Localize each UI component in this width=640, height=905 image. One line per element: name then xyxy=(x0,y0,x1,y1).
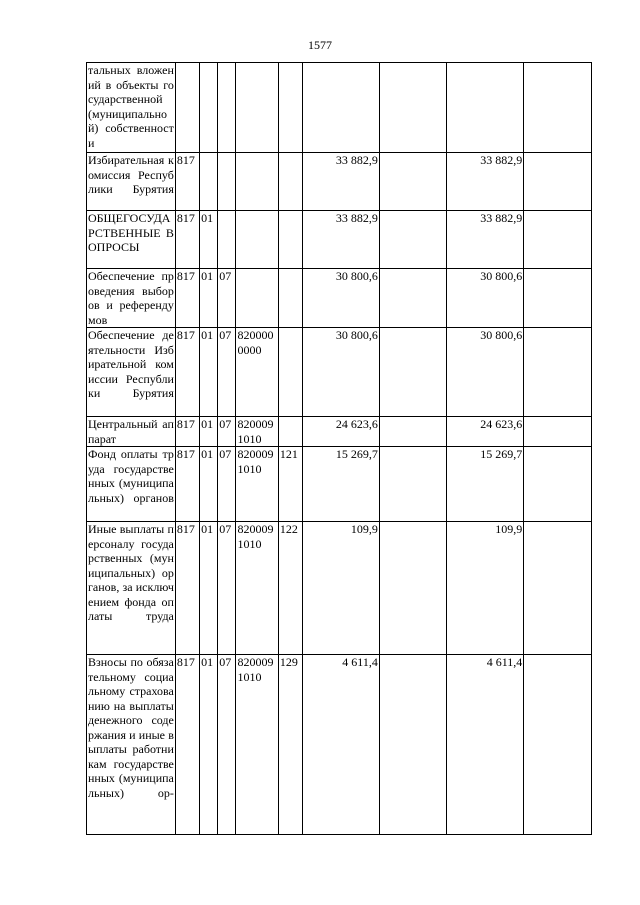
row-name: Взносы по обязательному социальному страхованию на выплаты денежного содержания и иные выплаты работникам государственных (муниципальных) ор- xyxy=(87,655,176,835)
amount-3: 4 611,4 xyxy=(446,655,524,835)
amount-1: 4 611,4 xyxy=(303,655,380,835)
expense-type-code xyxy=(278,63,302,153)
amount-4 xyxy=(524,63,592,153)
expense-type-code: 129 xyxy=(278,655,302,835)
gov-code: 817 xyxy=(175,211,199,269)
subsection-code: 07 xyxy=(218,417,236,447)
amount-2 xyxy=(379,447,446,522)
subsection-code: 07 xyxy=(218,522,236,655)
table-row xyxy=(87,655,592,835)
gov-code: 817 xyxy=(175,655,199,835)
subsection-code xyxy=(218,153,236,211)
page-number: 1577 xyxy=(308,38,332,52)
gov-code: 817 xyxy=(175,153,199,211)
expense-type-code xyxy=(278,417,302,447)
subsection-code: 07 xyxy=(218,328,236,417)
amount-1: 33 882,9 xyxy=(303,211,380,269)
row-name: Избирательная комиссия Республики Бурятия xyxy=(87,153,176,211)
target-code: 8200091010 xyxy=(236,417,278,447)
expense-type-code xyxy=(278,269,302,328)
target-code: 8200000000 xyxy=(236,328,278,417)
amount-4 xyxy=(524,211,592,269)
section-code: 01 xyxy=(200,269,218,328)
amount-4 xyxy=(524,153,592,211)
amount-2 xyxy=(379,269,446,328)
budget-table xyxy=(86,62,592,835)
section-code: 01 xyxy=(200,328,218,417)
amount-2 xyxy=(379,211,446,269)
section-code: 01 xyxy=(200,417,218,447)
amount-1: 109,9 xyxy=(303,522,380,655)
amount-3: 30 800,6 xyxy=(446,328,524,417)
section-code: 01 xyxy=(200,211,218,269)
amount-4 xyxy=(524,447,592,522)
row-name: Иные выплаты персоналу государственных (муниципальных) органов, за исключением фонда оплаты труда xyxy=(87,522,176,655)
expense-type-code xyxy=(278,153,302,211)
gov-code: 817 xyxy=(175,447,199,522)
gov-code: 817 xyxy=(175,417,199,447)
gov-code xyxy=(175,63,199,153)
amount-3: 30 800,6 xyxy=(446,269,524,328)
budget-table-body xyxy=(87,63,592,835)
target-code xyxy=(236,211,278,269)
amount-4 xyxy=(524,522,592,655)
row-name: Центральный аппарат xyxy=(88,417,174,446)
gov-code: 817 xyxy=(175,522,199,655)
section-code: 01 xyxy=(200,655,218,835)
amount-1: 30 800,6 xyxy=(303,269,380,328)
target-code: 8200091010 xyxy=(236,655,278,835)
table-row xyxy=(87,328,592,417)
amount-2 xyxy=(379,153,446,211)
gov-code: 817 xyxy=(175,328,199,417)
row-name: Обеспечение деятельности Избирательной комиссии Республики Бурятия xyxy=(87,328,176,417)
subsection-code xyxy=(218,211,236,269)
expense-type-code: 122 xyxy=(278,522,302,655)
table-row xyxy=(87,153,592,211)
section-code xyxy=(200,153,218,211)
amount-4 xyxy=(524,269,592,328)
amount-3: 15 269,7 xyxy=(446,447,524,522)
amount-1: 30 800,6 xyxy=(303,328,380,417)
table-row xyxy=(87,447,592,522)
row-name: Фонд оплаты труда государственных (муниципальных) органов xyxy=(87,447,176,522)
amount-3 xyxy=(446,63,524,153)
table-row xyxy=(87,522,592,655)
table-row xyxy=(87,417,592,447)
row-name: ОБЩЕГОСУДАРСТВЕННЫЕ ВОПРОСЫ xyxy=(87,211,176,269)
expense-type-code: 121 xyxy=(278,447,302,522)
subsection-code xyxy=(218,63,236,153)
gov-code: 817 xyxy=(175,269,199,328)
amount-2 xyxy=(379,655,446,835)
target-code xyxy=(236,153,278,211)
table-row xyxy=(87,63,592,153)
amount-3: 24 623,6 xyxy=(446,417,524,447)
subsection-code: 07 xyxy=(218,269,236,328)
amount-3: 109,9 xyxy=(446,522,524,655)
section-code xyxy=(200,63,218,153)
row-name: Обеспечение проведения выборов и референдумов xyxy=(88,269,174,327)
expense-type-code xyxy=(278,328,302,417)
amount-2 xyxy=(379,63,446,153)
section-code: 01 xyxy=(200,522,218,655)
table-row xyxy=(87,269,592,328)
amount-1: 15 269,7 xyxy=(303,447,380,522)
target-code: 8200091010 xyxy=(236,522,278,655)
subsection-code: 07 xyxy=(218,655,236,835)
amount-4 xyxy=(524,655,592,835)
amount-3: 33 882,9 xyxy=(446,211,524,269)
amount-2 xyxy=(379,328,446,417)
table-row xyxy=(87,211,592,269)
amount-3: 33 882,9 xyxy=(446,153,524,211)
amount-1: 24 623,6 xyxy=(303,417,380,447)
target-code xyxy=(236,269,278,328)
amount-1: 33 882,9 xyxy=(303,153,380,211)
section-code: 01 xyxy=(200,447,218,522)
subsection-code: 07 xyxy=(218,447,236,522)
target-code: 8200091010 xyxy=(236,447,278,522)
amount-2 xyxy=(379,522,446,655)
amount-4 xyxy=(524,417,592,447)
target-code xyxy=(236,63,278,153)
amount-2 xyxy=(379,417,446,447)
amount-4 xyxy=(524,328,592,417)
amount-1 xyxy=(303,63,380,153)
row-name: тальных вложений в объекты государственной (муниципальной) собственности xyxy=(87,63,176,153)
expense-type-code xyxy=(278,211,302,269)
